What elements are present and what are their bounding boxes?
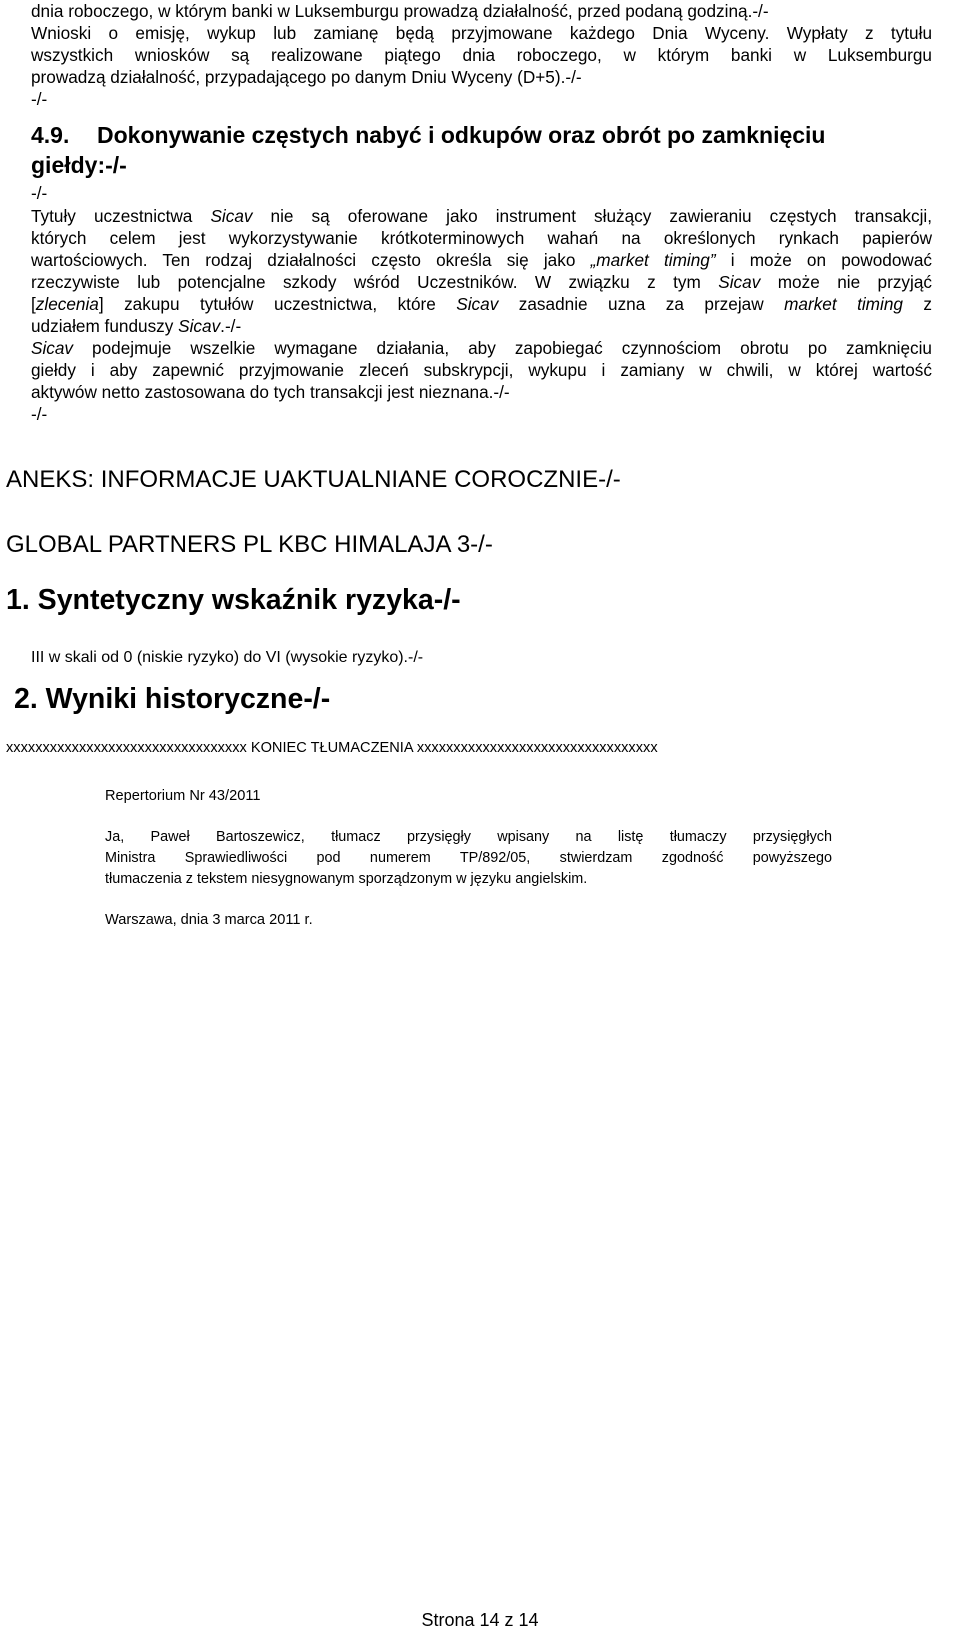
- paragraph-line: giełdy i aby zapewnić przyjmowanie zleceń subskrypcji, wykupu i zamiany w chwili, w której wartość: [31, 360, 932, 380]
- intro-line: dnia roboczego, w którym banki w Luksemburgu prowadzą działalność, przed podaną godziną.-/-: [31, 1, 769, 21]
- intro-paragraph: [31, 0, 932, 110]
- paragraph-line: rzeczywiste lub potencjalne szkody wśród Uczestników. W związku z tym Sicav może nie przyjąć: [31, 272, 932, 292]
- paragraph-line: wartościowych. Ten rodzaj działalności często określa się jako „market timing” i może on powodować: [31, 250, 932, 270]
- intro-line: Wnioski o emisję, wykup lub zamianę będą przyjmowane każdego Dnia Wyceny. Wypłaty z tytułu: [31, 23, 932, 43]
- certification-line: Ja, Paweł Bartoszewicz, tłumacz przysięgły wpisany na listę tłumaczy przysięgłych: [105, 829, 832, 845]
- repertory-number: Repertorium Nr 43/2011: [105, 788, 261, 804]
- paragraph-line: udziałem funduszy Sicav.-/-: [31, 316, 242, 336]
- section-number: 4.9.: [31, 122, 70, 148]
- annex-title: ANEKS: INFORMACJE UAKTUALNIANE COROCZNIE-/-: [6, 466, 621, 493]
- intro-marker: -/-: [31, 89, 48, 109]
- page-number: Strona 14 z 14: [421, 1610, 539, 1630]
- translator-certification: [105, 827, 832, 890]
- certification-line: Ministra Sprawiedliwości pod numerem TP/892/05, stwierdzam zgodność powyższego: [105, 850, 832, 866]
- certification-line: tłumaczenia z tekstem niesygnowanym sporządzonym w języku angielskim.: [105, 871, 588, 887]
- paragraph-line: [zlecenia] zakupu tytułów uczestnictwa, które Sicav zasadnie uzna za przejaw market timing z: [31, 294, 932, 314]
- section-title: Dokonywanie częstych nabyć i odkupów oraz obrót po zamknięciu: [97, 122, 826, 148]
- risk-heading: 1. Syntetyczny wskaźnik ryzyka-/-: [6, 584, 461, 616]
- paragraph-line: których celem jest wykorzystywanie krótkoterminowych wahań na określonych rynkach papierów: [31, 228, 932, 248]
- late-trading-paragraph: [31, 337, 932, 425]
- end-of-translation: xxxxxxxxxxxxxxxxxxxxxxxxxxxxxxxxx KONIEC TŁUMACZENIA xxxxxxxxxxxxxxxxxxxxxxxxxxxxxxxxx: [6, 740, 658, 756]
- section-title-cont: giełdy:-/-: [31, 152, 127, 178]
- paragraph-line: Sicav podejmuje wszelkie wymagane działania, aby zapobiegać czynnościom obrotu po zamknięciu: [31, 338, 932, 358]
- paragraph-line: Tytuły uczestnictwa Sicav nie są oferowane jako instrument służący zawieraniu częstych transakcji,: [31, 206, 932, 226]
- fund-name: GLOBAL PARTNERS PL KBC HIMALAJA 3-/-: [6, 531, 493, 558]
- place-date: Warszawa, dnia 3 marca 2011 r.: [105, 912, 313, 928]
- history-heading: 2. Wyniki historyczne-/-: [14, 683, 331, 715]
- intro-line: wszystkich wniosków są realizowane piątego dnia roboczego, w którym banki w Luksemburgu: [31, 45, 932, 65]
- paragraph-marker: -/-: [31, 404, 48, 424]
- paragraph-line: aktywów netto zastosowana do tych transakcji jest nieznana.-/-: [31, 382, 510, 402]
- risk-text: III w skali od 0 (niskie ryzyko) do VI (wysokie ryzyko).-/-: [31, 649, 424, 666]
- section-marker: -/-: [31, 183, 48, 203]
- section-heading: [31, 120, 936, 180]
- market-timing-paragraph: [31, 205, 932, 337]
- intro-line: prowadzą działalność, przypadającego po danym Dniu Wyceny (D+5).-/-: [31, 67, 582, 87]
